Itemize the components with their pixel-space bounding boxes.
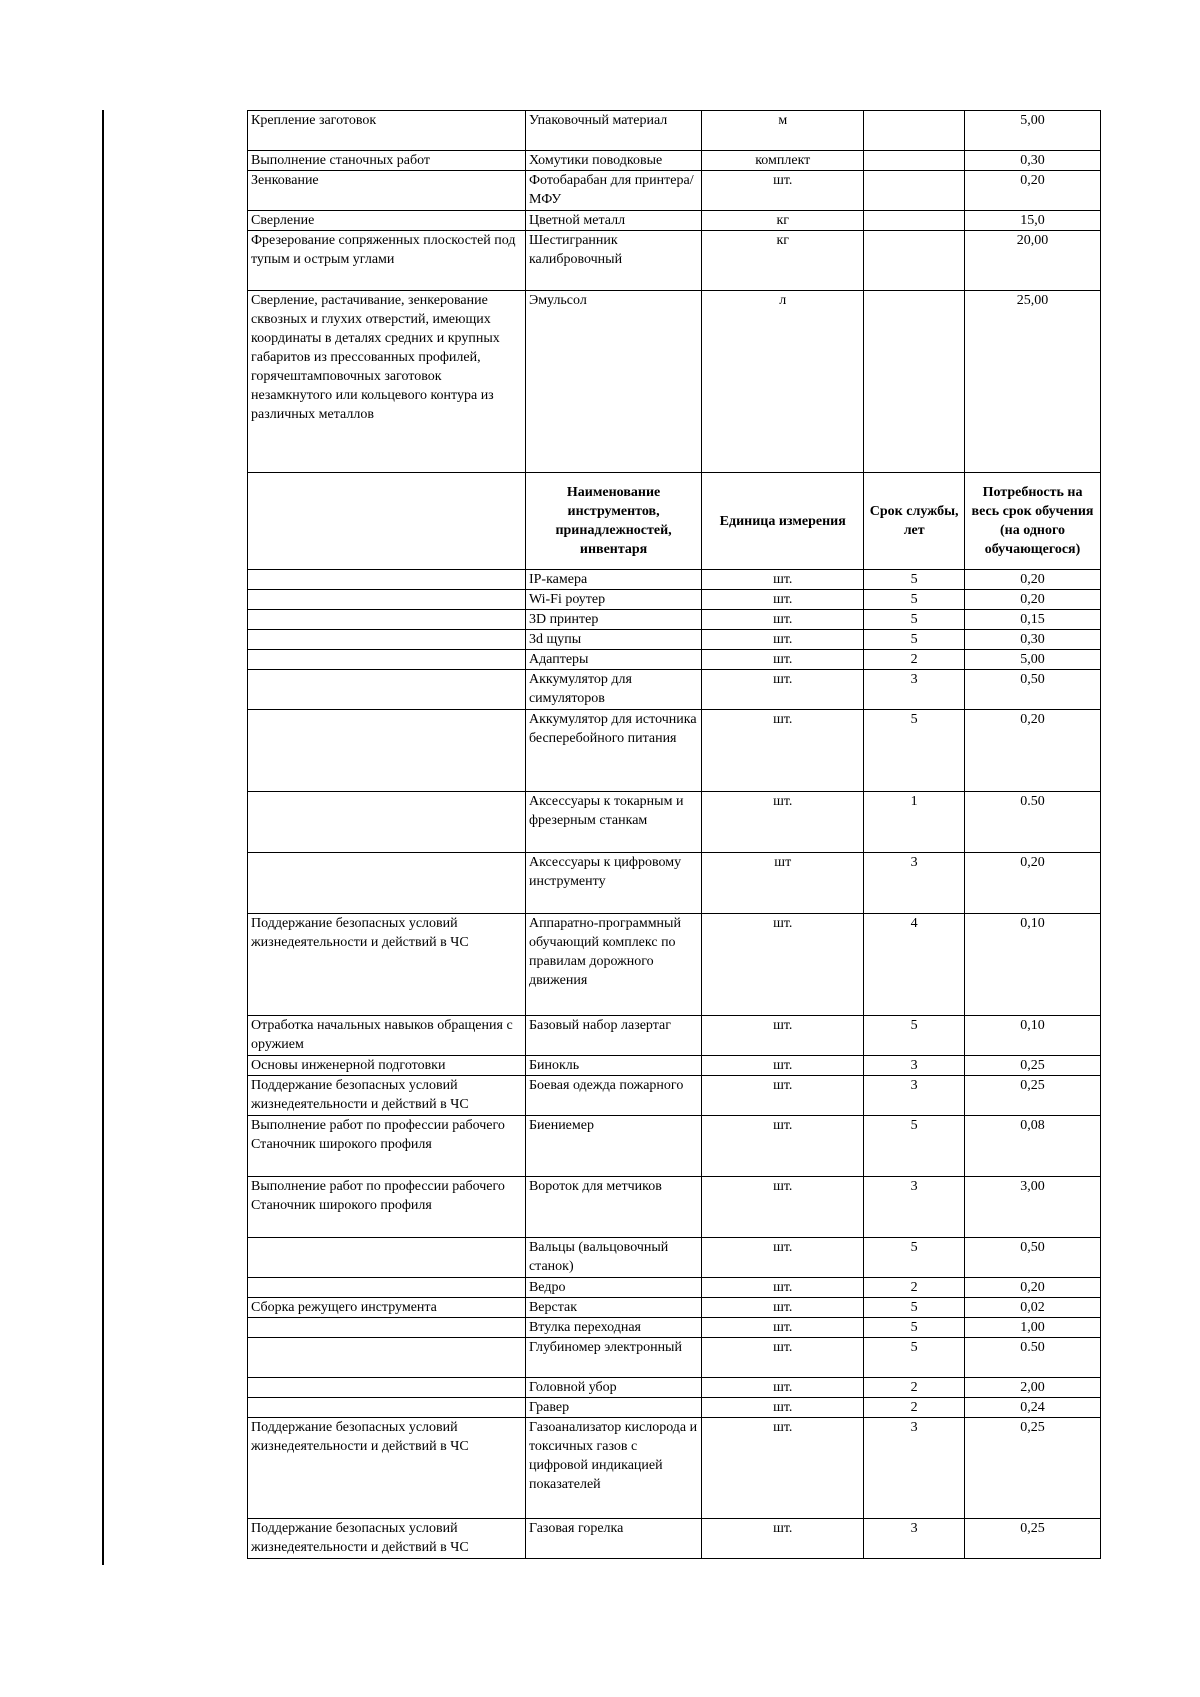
unit-cell: шт. bbox=[702, 630, 864, 650]
topic-cell bbox=[248, 590, 526, 610]
table-row bbox=[248, 1116, 1101, 1177]
table-row bbox=[248, 853, 1101, 914]
item-cell: Фотобарабан для принтера/МФУ bbox=[525, 171, 701, 211]
life-cell: 1 bbox=[864, 792, 965, 853]
need-cell: 0,20 bbox=[965, 1278, 1101, 1298]
unit-cell: шт. bbox=[702, 670, 864, 710]
item-cell: Газоанализатор кислорода и токсичных газов с цифровой индикацией показателей bbox=[525, 1418, 701, 1519]
need-cell: 0,20 bbox=[965, 570, 1101, 590]
table-row bbox=[248, 1298, 1101, 1318]
unit-cell: шт. bbox=[702, 1076, 864, 1116]
need-cell: 0,25 bbox=[965, 1076, 1101, 1116]
topic-cell bbox=[248, 610, 526, 630]
topic-cell: Сборка режущего инструмента bbox=[248, 1298, 526, 1318]
need-cell: 0,02 bbox=[965, 1298, 1101, 1318]
topic-cell: Поддержание безопасных условий жизнедеятельности и действий в ЧС bbox=[248, 1519, 526, 1559]
header-item-name: Наименование инструментов, принадлежностей, инвентаря bbox=[525, 473, 701, 570]
unit-cell: шт. bbox=[702, 171, 864, 211]
topic-cell bbox=[248, 1338, 526, 1378]
need-cell: 0,15 bbox=[965, 610, 1101, 630]
need-cell: 5,00 bbox=[965, 650, 1101, 670]
life-cell: 5 bbox=[864, 1116, 965, 1177]
topic-cell: Отработка начальных навыков обращения с оружием bbox=[248, 1016, 526, 1056]
table-row bbox=[248, 1418, 1101, 1519]
table-row bbox=[248, 1318, 1101, 1338]
life-cell: 2 bbox=[864, 1378, 965, 1398]
need-cell: 0,30 bbox=[965, 630, 1101, 650]
table-row bbox=[248, 171, 1101, 211]
materials-table bbox=[247, 110, 1101, 1559]
life-cell: 3 bbox=[864, 1056, 965, 1076]
topic-cell bbox=[248, 710, 526, 792]
item-cell: Хомутики поводковые bbox=[525, 151, 701, 171]
topic-cell bbox=[248, 670, 526, 710]
need-cell: 0,08 bbox=[965, 1116, 1101, 1177]
table-row bbox=[248, 1378, 1101, 1398]
header-need: Потребность на весь срок обучения (на одного обучающегося) bbox=[965, 473, 1101, 570]
unit-cell: шт. bbox=[702, 792, 864, 853]
life-cell: 3 bbox=[864, 1076, 965, 1116]
item-cell: 3d щупы bbox=[525, 630, 701, 650]
need-cell: 0.50 bbox=[965, 1338, 1101, 1378]
table-row bbox=[248, 1056, 1101, 1076]
table-row bbox=[248, 630, 1101, 650]
life-cell: 5 bbox=[864, 610, 965, 630]
table-row bbox=[248, 570, 1101, 590]
topic-cell bbox=[248, 630, 526, 650]
item-cell: Втулка переходная bbox=[525, 1318, 701, 1338]
unit-cell: шт. bbox=[702, 710, 864, 792]
table-row bbox=[248, 1278, 1101, 1298]
life-cell: 5 bbox=[864, 1318, 965, 1338]
need-cell: 20,00 bbox=[965, 231, 1101, 291]
item-cell: Аккумулятор для симуляторов bbox=[525, 670, 701, 710]
unit-cell: шт. bbox=[702, 1298, 864, 1318]
life-cell: 5 bbox=[864, 570, 965, 590]
item-cell: Упаковочный материал bbox=[525, 111, 701, 151]
table-row bbox=[248, 792, 1101, 853]
unit-cell: м bbox=[702, 111, 864, 151]
topic-cell bbox=[248, 853, 526, 914]
life-cell: 3 bbox=[864, 1418, 965, 1519]
life-cell: 5 bbox=[864, 630, 965, 650]
life-cell bbox=[864, 171, 965, 211]
life-cell bbox=[864, 111, 965, 151]
life-cell: 5 bbox=[864, 710, 965, 792]
item-cell: Газовая горелка bbox=[525, 1519, 701, 1559]
unit-cell: шт. bbox=[702, 914, 864, 1016]
item-cell: Адаптеры bbox=[525, 650, 701, 670]
unit-cell: шт. bbox=[702, 610, 864, 630]
table-row bbox=[248, 710, 1101, 792]
topic-cell: Выполнение станочных работ bbox=[248, 151, 526, 171]
unit-cell: комплект bbox=[702, 151, 864, 171]
life-cell: 5 bbox=[864, 1238, 965, 1278]
topic-cell: Сверление bbox=[248, 211, 526, 231]
life-cell bbox=[864, 151, 965, 171]
header-unit: Единица измерения bbox=[702, 473, 864, 570]
unit-cell: кг bbox=[702, 211, 864, 231]
topic-cell: Основы инженерной подготовки bbox=[248, 1056, 526, 1076]
table-row bbox=[248, 1338, 1101, 1378]
unit-cell: шт. bbox=[702, 1318, 864, 1338]
need-cell: 25,00 bbox=[965, 291, 1101, 473]
life-cell: 2 bbox=[864, 1398, 965, 1418]
item-cell: Базовый набор лазертаг bbox=[525, 1016, 701, 1056]
topic-cell bbox=[248, 1378, 526, 1398]
need-cell: 3,00 bbox=[965, 1177, 1101, 1238]
need-cell: 0,20 bbox=[965, 853, 1101, 914]
need-cell: 0,24 bbox=[965, 1398, 1101, 1418]
topic-cell: Зенкование bbox=[248, 171, 526, 211]
item-cell: Бинокль bbox=[525, 1056, 701, 1076]
topic-cell: Крепление заготовок bbox=[248, 111, 526, 151]
item-cell: Биениемер bbox=[525, 1116, 701, 1177]
life-cell: 3 bbox=[864, 1177, 965, 1238]
table-row bbox=[248, 650, 1101, 670]
need-cell: 0,10 bbox=[965, 1016, 1101, 1056]
life-cell bbox=[864, 231, 965, 291]
topic-cell bbox=[248, 1398, 526, 1418]
need-cell: 0,25 bbox=[965, 1418, 1101, 1519]
need-cell: 15,0 bbox=[965, 211, 1101, 231]
unit-cell: шт. bbox=[702, 570, 864, 590]
item-cell: Вальцы (вальцовочный станок) bbox=[525, 1238, 701, 1278]
need-cell: 0.50 bbox=[965, 792, 1101, 853]
table-row bbox=[248, 211, 1101, 231]
unit-cell: шт. bbox=[702, 1278, 864, 1298]
topic-cell: Фрезерование сопряженных плоскостей под тупым и острым углами bbox=[248, 231, 526, 291]
topic-cell: Выполнение работ по профессии рабочего Станочник широкого профиля bbox=[248, 1177, 526, 1238]
item-cell: Шестигранник калибровочный bbox=[525, 231, 701, 291]
item-cell: IP-камера bbox=[525, 570, 701, 590]
unit-cell: шт bbox=[702, 853, 864, 914]
topic-cell bbox=[248, 1278, 526, 1298]
header-service-life: Срок службы, лет bbox=[864, 473, 965, 570]
topic-cell bbox=[248, 1238, 526, 1278]
topic-cell: Сверление, растачивание, зенкерование сквозных и глухих отверстий, имеющих координаты в деталях средних и крупных габаритов из прессованных профилей, горячештамповочных заготовок незамкнутого или кольцевого контура из различных металлов bbox=[248, 291, 526, 473]
item-cell: 3D принтер bbox=[525, 610, 701, 630]
table-row bbox=[248, 610, 1101, 630]
header-topic bbox=[248, 473, 526, 570]
item-cell: Аксессуары к цифровому инструменту bbox=[525, 853, 701, 914]
need-cell: 0,20 bbox=[965, 171, 1101, 211]
table-header-row bbox=[248, 473, 1101, 570]
table-row bbox=[248, 1076, 1101, 1116]
need-cell: 0,25 bbox=[965, 1056, 1101, 1076]
unit-cell: шт. bbox=[702, 1016, 864, 1056]
topic-cell bbox=[248, 650, 526, 670]
need-cell: 5,00 bbox=[965, 111, 1101, 151]
topic-cell: Поддержание безопасных условий жизнедеятельности и действий в ЧС bbox=[248, 1076, 526, 1116]
life-cell: 4 bbox=[864, 914, 965, 1016]
unit-cell: шт. bbox=[702, 1056, 864, 1076]
item-cell: Цветной металл bbox=[525, 211, 701, 231]
table-row bbox=[248, 231, 1101, 291]
unit-cell: шт. bbox=[702, 590, 864, 610]
table-row bbox=[248, 291, 1101, 473]
life-cell bbox=[864, 291, 965, 473]
need-cell: 1,00 bbox=[965, 1318, 1101, 1338]
topic-cell: Выполнение работ по профессии рабочего Станочник широкого профиля bbox=[248, 1116, 526, 1177]
table-row bbox=[248, 1398, 1101, 1418]
table-row bbox=[248, 1016, 1101, 1056]
table-row bbox=[248, 670, 1101, 710]
life-cell: 2 bbox=[864, 1278, 965, 1298]
topic-cell: Поддержание безопасных условий жизнедеятельности и действий в ЧС bbox=[248, 1418, 526, 1519]
life-cell: 3 bbox=[864, 670, 965, 710]
unit-cell: шт. bbox=[702, 1238, 864, 1278]
topic-cell bbox=[248, 792, 526, 853]
life-cell: 2 bbox=[864, 650, 965, 670]
topic-cell bbox=[248, 1318, 526, 1338]
need-cell: 2,00 bbox=[965, 1378, 1101, 1398]
need-cell: 0,20 bbox=[965, 590, 1101, 610]
item-cell: Аппаратно-программный обучающий комплекс по правилам дорожного движения bbox=[525, 914, 701, 1016]
need-cell: 0,30 bbox=[965, 151, 1101, 171]
unit-cell: шт. bbox=[702, 1116, 864, 1177]
item-cell: Аккумулятор для источника бесперебойного питания bbox=[525, 710, 701, 792]
item-cell: Головной убор bbox=[525, 1378, 701, 1398]
table-row bbox=[248, 590, 1101, 610]
life-cell: 5 bbox=[864, 590, 965, 610]
need-cell: 0,20 bbox=[965, 710, 1101, 792]
unit-cell: шт. bbox=[702, 1338, 864, 1378]
item-cell: Ведро bbox=[525, 1278, 701, 1298]
life-cell: 5 bbox=[864, 1298, 965, 1318]
unit-cell: кг bbox=[702, 231, 864, 291]
left-margin-rule bbox=[102, 110, 104, 1565]
unit-cell: шт. bbox=[702, 1398, 864, 1418]
table-row bbox=[248, 1519, 1101, 1559]
need-cell: 0,50 bbox=[965, 670, 1101, 710]
item-cell: Эмульсол bbox=[525, 291, 701, 473]
unit-cell: л bbox=[702, 291, 864, 473]
item-cell: Боевая одежда пожарного bbox=[525, 1076, 701, 1116]
item-cell: Wi-Fi роутер bbox=[525, 590, 701, 610]
need-cell: 0,10 bbox=[965, 914, 1101, 1016]
unit-cell: шт. bbox=[702, 1418, 864, 1519]
unit-cell: шт. bbox=[702, 1378, 864, 1398]
item-cell: Вороток для метчиков bbox=[525, 1177, 701, 1238]
item-cell: Гравер bbox=[525, 1398, 701, 1418]
life-cell: 5 bbox=[864, 1016, 965, 1056]
topic-cell: Поддержание безопасных условий жизнедеятельности и действий в ЧС bbox=[248, 914, 526, 1016]
unit-cell: шт. bbox=[702, 1177, 864, 1238]
item-cell: Глубиномер электронный bbox=[525, 1338, 701, 1378]
need-cell: 0,50 bbox=[965, 1238, 1101, 1278]
item-cell: Верстак bbox=[525, 1298, 701, 1318]
item-cell: Аксессуары к токарным и фрезерным станкам bbox=[525, 792, 701, 853]
table-row bbox=[248, 151, 1101, 171]
life-cell: 3 bbox=[864, 853, 965, 914]
life-cell bbox=[864, 211, 965, 231]
unit-cell: шт. bbox=[702, 1519, 864, 1559]
unit-cell: шт. bbox=[702, 650, 864, 670]
table-row bbox=[248, 111, 1101, 151]
need-cell: 0,25 bbox=[965, 1519, 1101, 1559]
table-row bbox=[248, 1238, 1101, 1278]
table-row bbox=[248, 914, 1101, 1016]
life-cell: 5 bbox=[864, 1338, 965, 1378]
life-cell: 3 bbox=[864, 1519, 965, 1559]
topic-cell bbox=[248, 570, 526, 590]
table-row bbox=[248, 1177, 1101, 1238]
